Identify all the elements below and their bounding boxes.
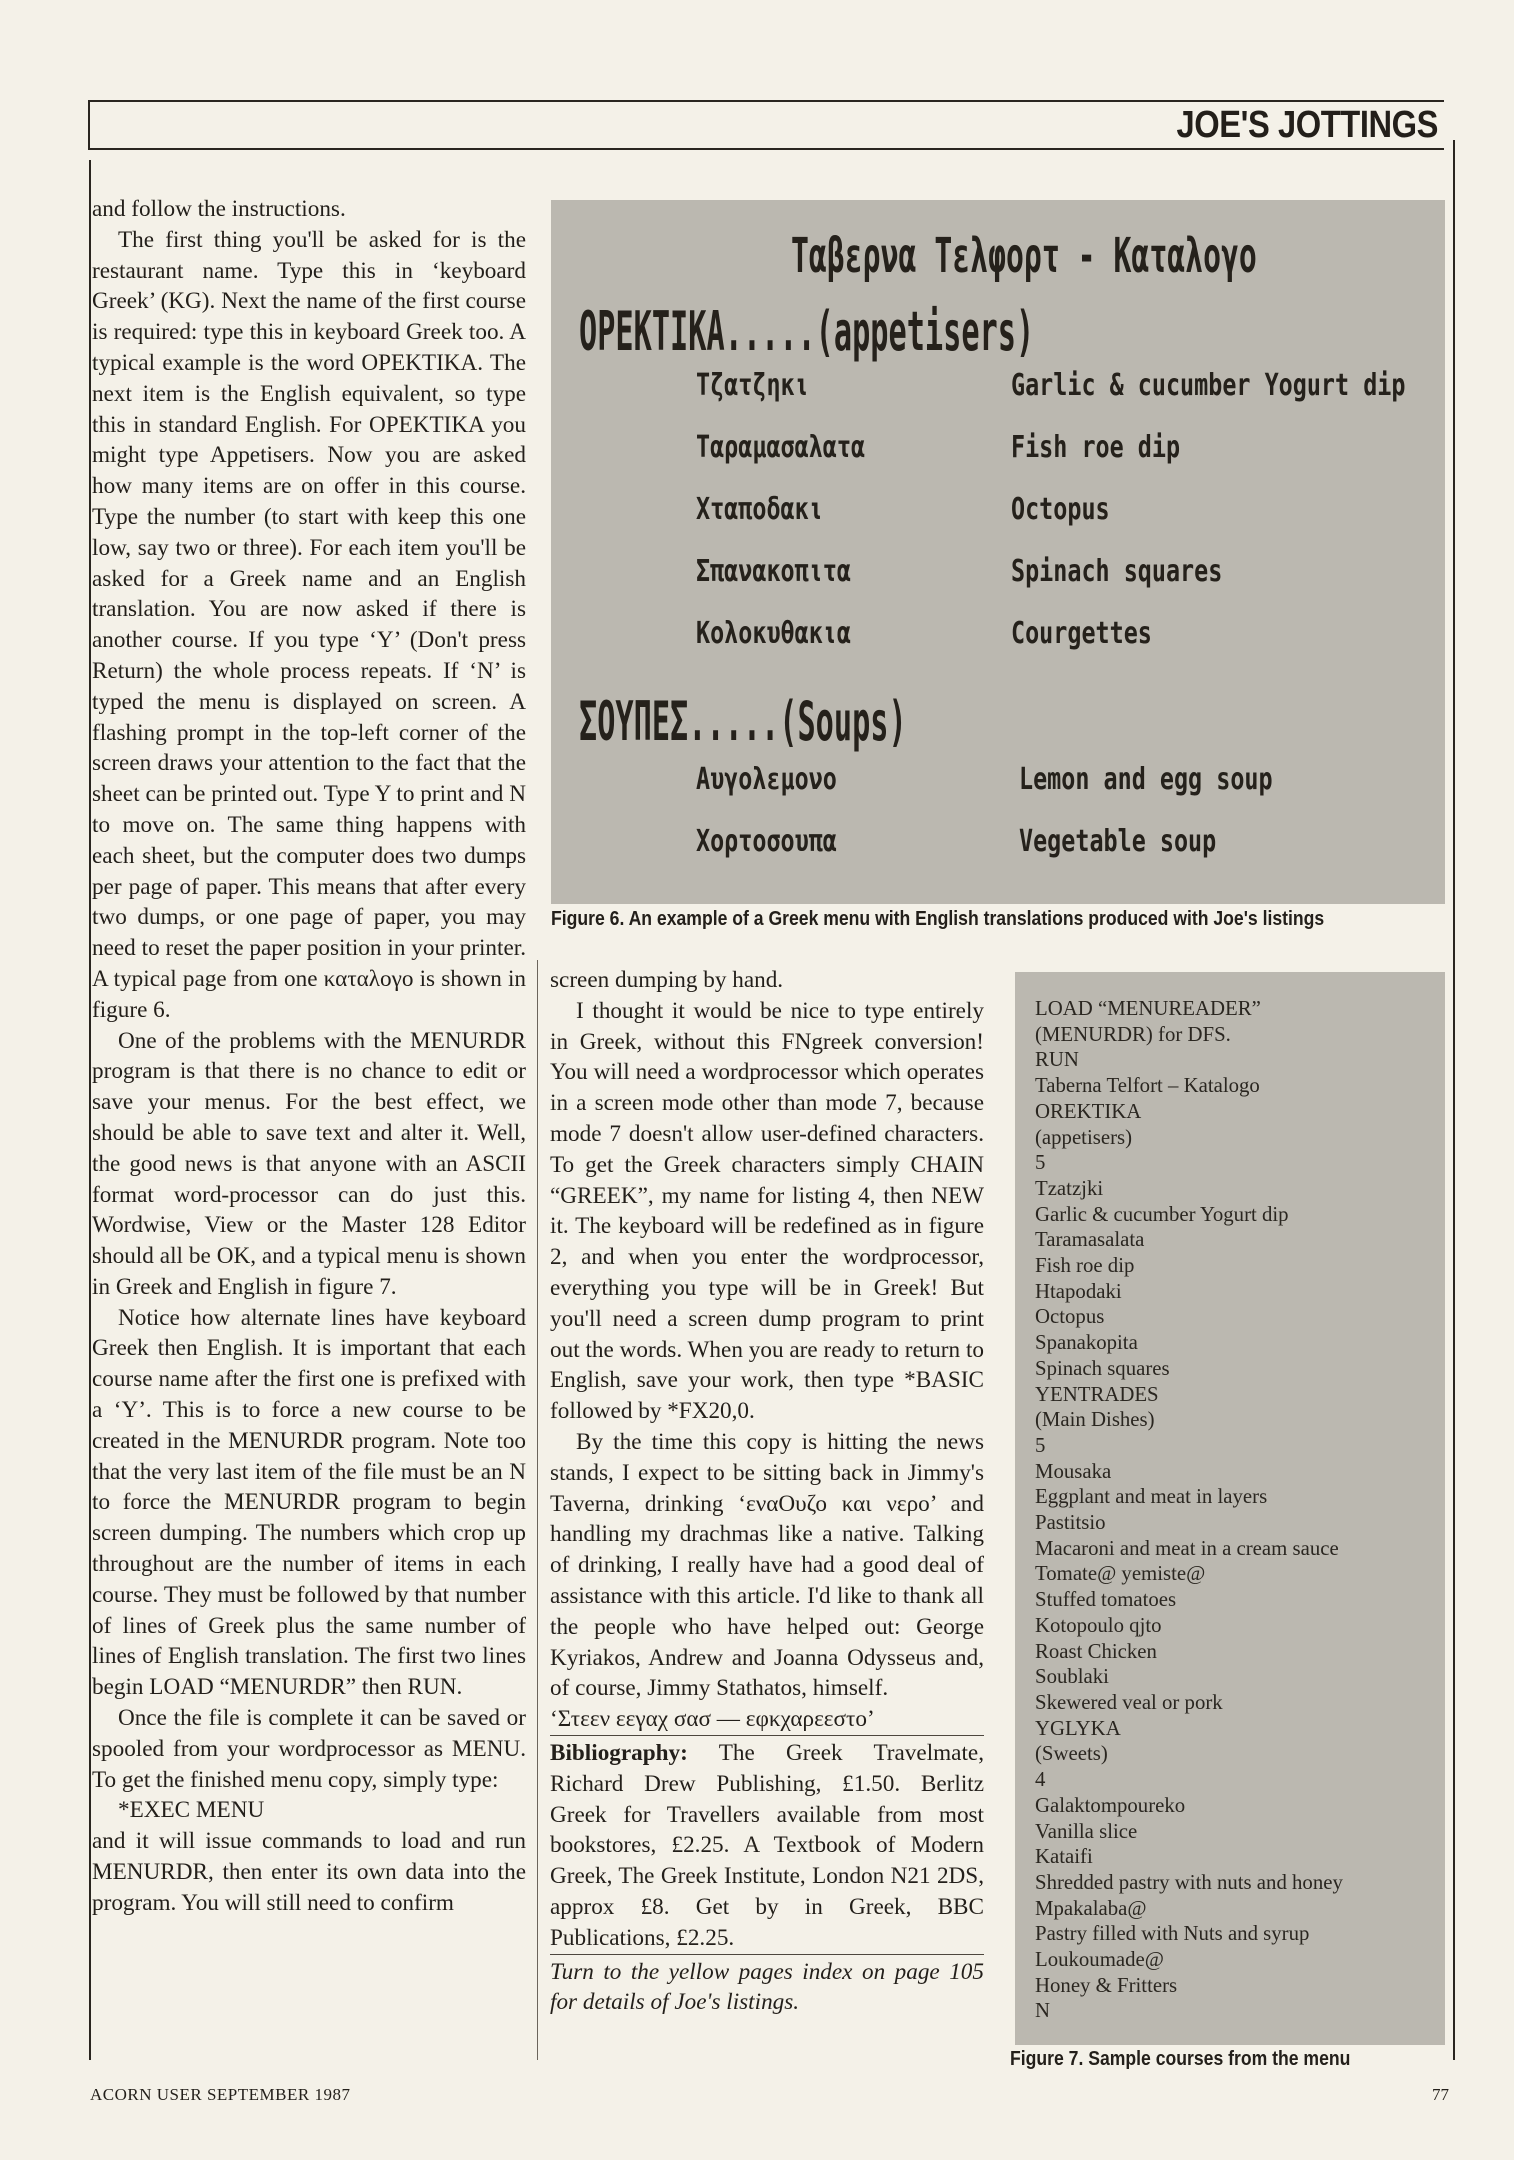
- listing-line: Spanakopita: [1035, 1331, 1138, 1355]
- listings-footnote: Turn to the yellow pages index on page 105 for details of Joe's listings.: [550, 1954, 984, 2019]
- figure-7-caption: Figure 7. Sample courses from the menu: [1010, 2048, 1351, 2070]
- figure-6-screen-dump: [551, 200, 1445, 904]
- listing-line: Taberna Telfort – Katalogo: [1035, 1074, 1260, 1098]
- listing-line: Garlic & cucumber Yogurt dip: [1035, 1202, 1289, 1226]
- listing-line: Soublaki: [1035, 1665, 1109, 1689]
- listing-line: Skewered veal or pork: [1035, 1690, 1223, 1714]
- listing-line: N: [1035, 1999, 1051, 2023]
- bibliography: [550, 1735, 984, 1954]
- listing-line: 5: [1035, 1433, 1046, 1457]
- listing-line: Loukoumade@: [1035, 1948, 1164, 1972]
- paragraph: The first thing you'll be asked for is the restaurant name. Type this in ‘keyboard Greek’ (KG). Next the name of the first course is required: type this in keyboard Greek too. A typical example is the word OPEKTIKA. The next item is the English equivalent, so type this in standard English. For OPEKTIKA you might type Appetisers. Now you are asked how many items are on offer in this course. Type the number (to start with keep this one low, say two or three). For each item you'll be asked for a Greek name and an English translation. You are now asked if there is another course. If you type ‘Y’ (Don't press Return) the whole process repeats. If ‘N’ is typed the menu is displayed on screen. A flashing prompt in the top-left corner of the screen draws your attention to the fact that the sheet can be printed out. Type Y to print and N to move on. The same thing happens with each sheet, but the computer does two dumps per page of paper. This means that after every two dumps, or one page of paper, you may need to reset the paper position in your printer. A typical page from one καταλογο is shown in figure 6.: [92, 226, 526, 1023]
- menu-item-greek: Κολοκυθακια: [696, 616, 851, 651]
- listing-line: (Sweets): [1035, 1742, 1108, 1766]
- menu-file-lines: [1035, 996, 1343, 2024]
- listing-line: Octopus: [1035, 1305, 1105, 1329]
- menu-item-greek: Ταραμασαλατα: [696, 430, 866, 465]
- command-line: *EXEC MENU: [118, 1797, 265, 1824]
- listing-line: Taramasalata: [1035, 1228, 1145, 1252]
- section-header: [88, 100, 1444, 150]
- bibliography-text: The Greek Travelmate, Richard Drew Publishing, £1.50. Berlitz Greek for Travellers available from most bookstores, £2.25. A Textbook of Modern Greek, The Greek Institute, London N21 2DS, approx £8. Get by in Greek, BBC Publications, £2.25.: [550, 1739, 984, 1951]
- greek-signoff: ‘Στεεν εεγαχ σασ — εφκχαρεεστο’: [550, 1706, 875, 1733]
- listing-line: YENTRADES: [1035, 1382, 1159, 1406]
- listing-line: Eggplant and meat in layers: [1035, 1485, 1268, 1509]
- figure-6-caption: Figure 6. An example of a Greek menu with English translations produced with Joe's listings: [551, 908, 1325, 930]
- menu-item-greek: Αυγολεμονο: [696, 762, 837, 797]
- listing-line: Macaroni and meat in a cream sauce: [1035, 1536, 1339, 1560]
- menu-item-greek: Χταποδακι: [696, 492, 823, 527]
- column-divider: [537, 960, 538, 2060]
- listing-line: Spinach squares: [1035, 1356, 1170, 1380]
- left-column: [92, 194, 526, 1919]
- menu-item-english: Spinach squares: [1011, 554, 1223, 589]
- section-title: JOE'S JOTTINGS: [1176, 104, 1438, 146]
- listing-line: Kataifi: [1035, 1845, 1093, 1869]
- magazine-footer: ACORN USER SEPTEMBER 1987: [90, 2085, 351, 2104]
- listing-line: Vanilla slice: [1035, 1819, 1138, 1843]
- listing-line: OREKTIKA: [1035, 1099, 1142, 1123]
- menu-item-english: Vegetable soup: [1019, 824, 1217, 859]
- listing-line: (MENURDR) for DFS.: [1035, 1022, 1231, 1046]
- listing-line: Roast Chicken: [1035, 1639, 1157, 1663]
- listing-line: Honey & Fritters: [1035, 1973, 1178, 1997]
- listing-line: Mousaka: [1035, 1459, 1112, 1483]
- listing-line: Shredded pastry with nuts and honey: [1035, 1870, 1343, 1894]
- paragraph: Notice how alternate lines have keyboard Greek then English. It is important that each course name after the first one is prefixed with a ‘Y’. This is to force a new course to be created in the MENURDR program. Note too that the very last item of the file must be an N to force the MENURDR program to begin screen dumping. The numbers which crop up throughout are the number of items in each course. They must be followed by that number of lines of Greek plus the same number of lines of English translation. The first two lines begin LOAD “MENURDR” then RUN.: [92, 1304, 526, 1701]
- listing-line: Pastry filled with Nuts and syrup: [1035, 1922, 1310, 1946]
- course-heading: ΟΡΕΚΤΙΚΑ.....(appetisers): [579, 300, 1035, 363]
- listing-line: 5: [1035, 1151, 1046, 1175]
- right-border-rule: [1453, 140, 1455, 2060]
- menu-item-english: Courgettes: [1011, 616, 1152, 651]
- middle-column: [550, 965, 984, 2018]
- paragraph: By the time this copy is hitting the news stands, I expect to be sitting back in Jimmy's Taverna, drinking ‘εναOυζο και νερο’ and handling my drachmas like a native. Talking of drinking, I really have had a good deal of assistance with this article. I'd like to thank all the people who have helped out: George Kyriakos, Andrew and Joanna Odysseus and, of course, Jimmy Stathatos, himself.: [550, 1428, 984, 1702]
- figure-7-listing: [1015, 972, 1445, 2045]
- paragraph: and it will issue commands to load and run MENURDR, then enter its own data into the program. You will still need to confirm: [92, 1828, 526, 1916]
- listing-line: 4: [1035, 1768, 1046, 1792]
- listing-line: Pastitsio: [1035, 1511, 1106, 1535]
- menu-item-greek: Σπανακοπιτα: [696, 554, 851, 589]
- menu-item-english: Fish roe dip: [1011, 430, 1181, 465]
- menu-item-english: Octopus: [1011, 492, 1110, 527]
- listing-line: Tzatzjki: [1035, 1176, 1104, 1200]
- menu-item-english: Lemon and egg soup: [1019, 762, 1273, 797]
- listing-line: (appetisers): [1035, 1125, 1133, 1149]
- paragraph: Once the file is complete it can be saved or spooled from your wordprocessor as MENU. To get the finished menu copy, simply type:: [92, 1705, 526, 1793]
- listing-line: (Main Dishes): [1035, 1408, 1155, 1432]
- paragraph: screen dumping by hand.: [550, 967, 784, 993]
- listing-line: Mpakalaba@: [1035, 1896, 1147, 1920]
- left-border-rule: [89, 160, 91, 2060]
- listing-line: YGLYKA: [1035, 1716, 1121, 1740]
- listing-line: Stuffed tomatoes: [1035, 1588, 1177, 1612]
- menu-item-english: Garlic & cucumber Yogurt dip: [1011, 368, 1406, 403]
- listing-line: Tomate@ yemiste@: [1035, 1562, 1206, 1586]
- paragraph: I thought it would be nice to type entirely in Greek, without this FNgreek conversion! You will need a wordprocessor which operates in a screen mode other than mode 7, because mode 7 doesn't allow user-defined characters. To get the Greek characters simply CHAIN “GREEK”, my name for listing 4, then NEW it. The keyboard will be redefined as in figure 2, and when you enter the wordprocessor, everything you type will be in Greek! But you'll need a screen dump program to print out the words. When you are ready to return to English, save your work, then type *BASIC followed by *FX20,0.: [550, 997, 984, 1425]
- menu-title: Ταβερνα Τελφορτ - Καταλογο: [791, 228, 1257, 284]
- listing-line: Fish roe dip: [1035, 1254, 1135, 1278]
- listing-line: Kotopoulo qjto: [1035, 1613, 1162, 1637]
- bibliography-label: Bibliography:: [550, 1739, 688, 1766]
- paragraph: One of the problems with the MENURDR program is that there is no chance to edit or save your menus. For the best effect, we should be able to save text and alter it. Well, the good news is that anyone with an ASCII format word-processor can do just this. Wordwise, View or the Master 128 Editor should all be OK, and a typical menu is shown in Greek and English in figure 7.: [92, 1027, 526, 1300]
- course-heading: ΣΟΥΠΕΣ.....(Soups): [579, 690, 907, 753]
- listing-line: Galaktompoureko: [1035, 1793, 1186, 1817]
- paragraph: and follow the instructions.: [92, 196, 346, 222]
- listing-line: Htapodaki: [1035, 1279, 1122, 1303]
- menu-item-greek: Χορτοσουπα: [696, 824, 837, 859]
- listing-line: LOAD “MENUREADER”: [1035, 997, 1261, 1020]
- listing-line: RUN: [1035, 1048, 1079, 1072]
- page-number: 77: [1432, 2085, 1449, 2104]
- menu-item-greek: Τζατζηκι: [696, 368, 809, 403]
